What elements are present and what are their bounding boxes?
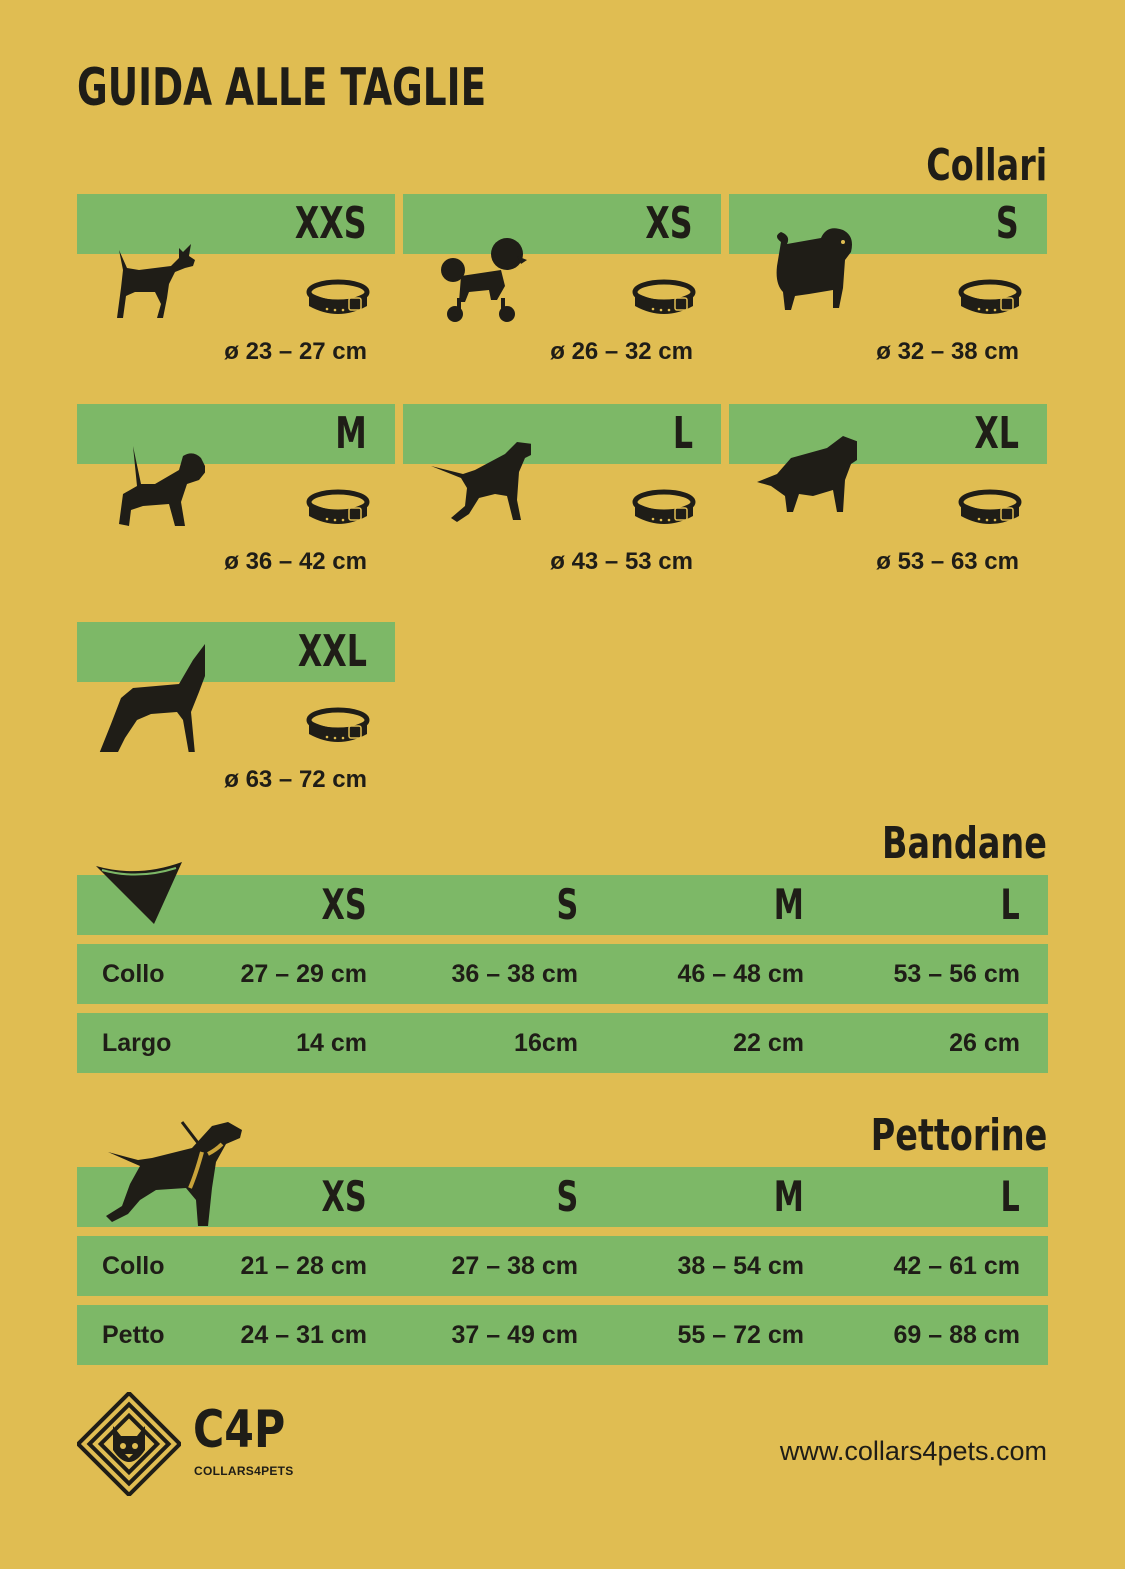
collar-card-xl bbox=[729, 404, 1047, 604]
table-cell: 46 – 48 cm bbox=[677, 960, 804, 988]
great-dane-icon bbox=[95, 642, 205, 752]
harnesses-heading: Pettorine bbox=[870, 1110, 1047, 1161]
row-label: Collo bbox=[102, 960, 165, 988]
collar-icon bbox=[957, 488, 1023, 532]
table-cell: 37 – 49 cm bbox=[451, 1321, 578, 1349]
size-range: ø 36 – 42 cm bbox=[224, 548, 367, 575]
row-label: Petto bbox=[102, 1321, 165, 1349]
table-cell: 69 – 88 cm bbox=[893, 1321, 1020, 1349]
size-header: M bbox=[773, 1172, 804, 1221]
table-cell: 22 cm bbox=[733, 1029, 804, 1057]
saint-bernard-icon bbox=[747, 424, 857, 534]
size-header: L bbox=[1000, 880, 1020, 929]
size-range: ø 26 – 32 cm bbox=[550, 338, 693, 365]
table-row bbox=[77, 1236, 1048, 1296]
collar-card-xxl bbox=[77, 622, 395, 822]
bandanas-heading: Bandane bbox=[882, 818, 1047, 869]
size-label: M bbox=[335, 408, 367, 459]
collars-heading: Collari bbox=[926, 140, 1047, 191]
pug-icon bbox=[747, 214, 857, 324]
size-header: XS bbox=[321, 1172, 367, 1221]
table-cell: 38 – 54 cm bbox=[677, 1252, 804, 1280]
table-row bbox=[77, 1013, 1048, 1073]
table-cell: 16cm bbox=[514, 1029, 578, 1057]
size-range: ø 53 – 63 cm bbox=[876, 548, 1019, 575]
table-cell: 55 – 72 cm bbox=[677, 1321, 804, 1349]
size-header: S bbox=[556, 880, 578, 929]
table-cell: 26 cm bbox=[949, 1029, 1020, 1057]
table-cell: 53 – 56 cm bbox=[893, 960, 1020, 988]
table-cell: 27 – 29 cm bbox=[240, 960, 367, 988]
size-label: XXS bbox=[295, 198, 367, 249]
page-title: GUIDA ALLE TAGLIE bbox=[77, 58, 487, 118]
brand-subtitle: COLLARS4PETS bbox=[194, 1464, 294, 1478]
size-label: L bbox=[672, 408, 693, 459]
table-cell: 21 – 28 cm bbox=[240, 1252, 367, 1280]
poodle-icon bbox=[421, 214, 531, 324]
size-label: XL bbox=[974, 408, 1019, 459]
beagle-icon bbox=[95, 424, 205, 534]
harness-dog-icon bbox=[100, 1118, 246, 1230]
size-label: XS bbox=[645, 198, 693, 249]
collar-card-xs bbox=[403, 194, 721, 394]
table-cell: 27 – 38 cm bbox=[451, 1252, 578, 1280]
size-header: M bbox=[773, 880, 804, 929]
brand-name: C4P bbox=[193, 1400, 286, 1460]
size-range: ø 63 – 72 cm bbox=[224, 766, 367, 793]
size-label: XXL bbox=[297, 626, 367, 677]
collar-card-m bbox=[77, 404, 395, 604]
table-cell: 14 cm bbox=[296, 1029, 367, 1057]
pointer-icon bbox=[421, 424, 531, 534]
table-cell: 24 – 31 cm bbox=[240, 1321, 367, 1349]
table-row bbox=[77, 944, 1048, 1004]
table-cell: 42 – 61 cm bbox=[893, 1252, 1020, 1280]
website-url[interactable]: www.collars4pets.com bbox=[779, 1436, 1047, 1466]
size-range: ø 32 – 38 cm bbox=[876, 338, 1019, 365]
table-header-row bbox=[77, 875, 1048, 935]
table-cell: 36 – 38 cm bbox=[451, 960, 578, 988]
collar-card-s bbox=[729, 194, 1047, 394]
c4p-logo bbox=[77, 1392, 181, 1496]
size-label: S bbox=[996, 198, 1019, 249]
collar-card-xxs bbox=[77, 194, 395, 394]
collar-icon bbox=[631, 278, 697, 322]
size-header: XS bbox=[321, 880, 367, 929]
bandana-icon bbox=[94, 860, 184, 928]
size-header: L bbox=[1000, 1172, 1020, 1221]
collar-card-l bbox=[403, 404, 721, 604]
collar-icon bbox=[305, 488, 371, 532]
row-label: Collo bbox=[102, 1252, 165, 1280]
chihuahua-icon bbox=[95, 214, 205, 324]
size-header: S bbox=[556, 1172, 578, 1221]
collar-icon bbox=[957, 278, 1023, 322]
collar-icon bbox=[305, 278, 371, 322]
collar-icon bbox=[631, 488, 697, 532]
size-range: ø 23 – 27 cm bbox=[224, 338, 367, 365]
size-range: ø 43 – 53 cm bbox=[550, 548, 693, 575]
collar-icon bbox=[305, 706, 371, 750]
table-row bbox=[77, 1305, 1048, 1365]
row-label: Largo bbox=[102, 1029, 172, 1057]
